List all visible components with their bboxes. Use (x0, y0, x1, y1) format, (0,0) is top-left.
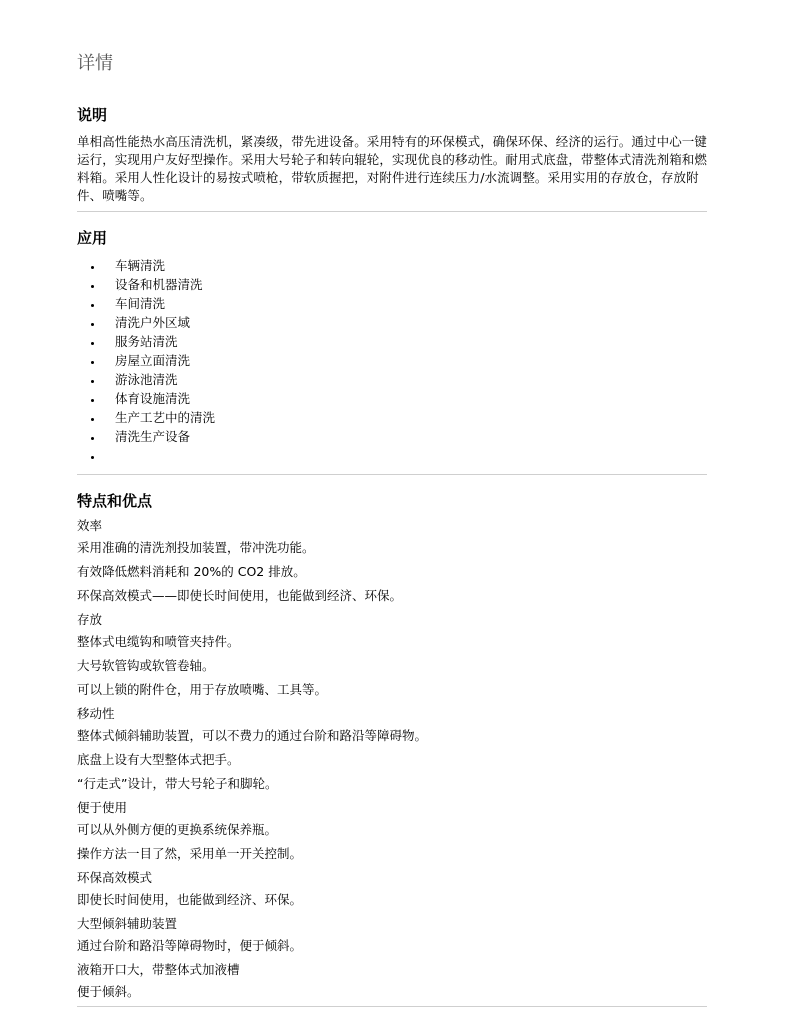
application-item-label: 房屋立面清洗 (115, 353, 191, 368)
application-item (77, 389, 707, 408)
feature-item: “行走式”设计，带大号轮子和脚轮。 (77, 776, 278, 791)
feature-item: 整体式电缆钩和喷管夹持件。 (77, 634, 240, 649)
description-heading: 说明 (77, 106, 108, 124)
feature-group-title: 大型倾斜辅助装置 (77, 916, 178, 931)
features-list (77, 517, 707, 1001)
feature-item: 整体式倾斜辅助装置，可以不费力的通过台阶和路沿等障碍物。 (77, 728, 428, 743)
application-item-label: 车辆清洗 (115, 258, 166, 273)
features-section (77, 491, 707, 1001)
bullet-icon (91, 456, 94, 459)
application-item (77, 294, 707, 313)
application-item (77, 332, 707, 351)
feature-item: 可以上锁的附件仓，用于存放喷嘴、工具等。 (77, 682, 328, 697)
application-item-label: 车间清洗 (115, 296, 166, 311)
bullet-icon (91, 437, 94, 440)
bullet-icon (91, 418, 94, 421)
description-text: 单相高性能热水高压清洗机，紧凑级，带先进设备。采用特有的环保模式，确保环保、经济的运行。通过中心一键运行，实现用户友好型操作。采用大号轮子和转向辊轮，实现优良的移动性。耐用式底盘，带整体式清洗剂箱和燃料箱。采用人性化设计的易按式喷枪，带软质握把，对附件进行连续压力/水流调整。采用实用的存放仓，存放附件、喷嘴等。 (77, 134, 708, 203)
application-item-label: 设备和机器清洗 (115, 277, 203, 292)
application-item (77, 427, 707, 446)
divider (77, 474, 707, 475)
divider (77, 1006, 707, 1007)
feature-item: 环保高效模式——即使长时间使用，也能做到经济、环保。 (77, 588, 403, 603)
application-item (77, 313, 707, 332)
feature-item: 通过台阶和路沿等障碍物时，便于倾斜。 (77, 938, 303, 953)
bullet-icon (91, 361, 94, 364)
feature-group-title: 液箱开口大，带整体式加液槽 (77, 962, 240, 977)
bullet-icon (91, 380, 94, 383)
description-section (77, 105, 707, 205)
feature-item: 采用准确的清洗剂投加装置，带冲洗功能。 (77, 540, 315, 555)
application-item-label: 清洗户外区域 (115, 315, 191, 330)
applications-section (77, 228, 707, 465)
bullet-icon (91, 323, 94, 326)
application-item (77, 446, 707, 465)
feature-group-title: 环保高效模式 (77, 870, 153, 885)
feature-item: 即使长时间使用，也能做到经济、环保。 (77, 892, 303, 907)
bullet-icon (91, 285, 94, 288)
bullet-icon (91, 399, 94, 402)
application-item-label: 清洗生产设备 (115, 429, 191, 444)
application-item (77, 351, 707, 370)
feature-item: 有效降低燃料消耗和 20%的 CO2 排放。 (77, 564, 306, 579)
divider (77, 211, 707, 212)
feature-group (77, 705, 707, 793)
bullet-icon (91, 266, 94, 269)
feature-group (77, 799, 707, 863)
applications-heading: 应用 (77, 229, 108, 247)
application-item-label: 生产工艺中的清洗 (115, 410, 216, 425)
feature-item: 可以从外侧方便的更换系统保养瓶。 (77, 822, 278, 837)
application-item-label: 服务站清洗 (115, 334, 178, 349)
applications-list (77, 256, 707, 465)
feature-group-title: 移动性 (77, 706, 115, 721)
application-item (77, 275, 707, 294)
feature-group (77, 611, 707, 699)
feature-group-title: 效率 (77, 518, 103, 533)
feature-item: 便于倾斜。 (77, 984, 140, 999)
application-item-label: 游泳池清洗 (115, 372, 178, 387)
feature-group (77, 961, 707, 1001)
feature-group (77, 517, 707, 605)
application-item (77, 408, 707, 427)
feature-group (77, 869, 707, 909)
page-title: 详情 (77, 53, 113, 74)
bullet-icon (91, 342, 94, 345)
feature-item: 大号软管钩或软管卷轴。 (77, 658, 215, 673)
bullet-icon (91, 304, 94, 307)
application-item-label: 体育设施清洗 (115, 391, 191, 406)
feature-group (77, 915, 707, 955)
application-item (77, 370, 707, 389)
feature-group-title: 便于使用 (77, 800, 128, 815)
application-item (77, 256, 707, 275)
feature-item: 操作方法一目了然，采用单一开关控制。 (77, 846, 303, 861)
feature-item: 底盘上设有大型整体式把手。 (77, 752, 240, 767)
feature-group-title: 存放 (77, 612, 103, 627)
features-heading: 特点和优点 (77, 492, 153, 510)
